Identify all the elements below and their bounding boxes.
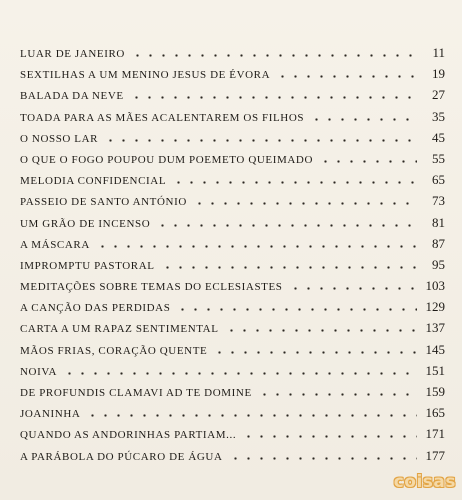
toc-entry-page-number: 177	[425, 447, 445, 463]
table-of-contents	[20, 45, 445, 469]
toc-entry-page-number: 19	[432, 66, 445, 82]
toc-entry-page-number: 11	[432, 45, 445, 60]
toc-entry-title: A PARÁBOLA DO PÚCARO DE ÁGUA	[20, 450, 223, 463]
toc-entry	[20, 342, 445, 363]
toc-entry-title: NOIVA	[20, 365, 58, 378]
dot-leader	[225, 322, 417, 332]
toc-entry-page-number: 165	[425, 405, 445, 421]
toc-entry-page-number: 27	[432, 87, 445, 103]
toc-entry-page-number: 129	[425, 299, 445, 315]
toc-entry-title: A MÁSCARA	[20, 238, 90, 251]
toc-entry	[20, 172, 445, 193]
toc-entry	[20, 320, 445, 341]
toc-entry-page-number: 151	[425, 362, 445, 378]
toc-entry-page-number: 35	[432, 108, 445, 124]
toc-entry	[20, 45, 445, 66]
toc-entry-title: TOADA PARA AS MÃES ACALENTAREM OS FILHOS	[20, 111, 305, 124]
toc-entry-title: JOANINHA	[20, 408, 81, 421]
toc-entry-title: BALADA DA NEVE	[20, 90, 124, 103]
toc-entry-page-number: 145	[425, 341, 445, 357]
dot-leader	[156, 217, 417, 227]
toc-entry	[20, 384, 445, 405]
toc-entry-title: A CANÇÃO DAS PERDIDAS	[20, 302, 171, 315]
dot-leader	[229, 450, 417, 460]
toc-entry	[20, 426, 445, 447]
toc-entry-page-number: 55	[432, 150, 445, 166]
toc-entry	[20, 109, 445, 130]
toc-entry	[20, 66, 445, 87]
toc-entry-page-number: 73	[432, 193, 445, 209]
toc-entry-title: UM GRÃO DE INCENSO	[20, 217, 151, 230]
toc-entry	[20, 130, 445, 151]
toc-entry	[20, 448, 445, 469]
toc-entry-title: O QUE O FOGO POUPOU DUM POEMETO QUEIMADO	[20, 153, 314, 166]
toc-entry	[20, 278, 445, 299]
toc-entry-page-number: 103	[425, 278, 445, 294]
toc-entry-title: MÃOS FRIAS, CORAÇÃO QUENTE	[20, 344, 208, 357]
dot-leader	[289, 280, 417, 290]
toc-entry-title: DE PROFUNDIS CLAMAVI AD TE DOMINE	[20, 387, 252, 399]
toc-entry	[20, 87, 445, 108]
dot-leader	[213, 344, 417, 354]
dot-leader	[319, 153, 417, 163]
toc-entry	[20, 236, 445, 257]
dot-leader	[130, 89, 417, 99]
dot-leader	[161, 259, 417, 269]
dot-leader	[63, 365, 417, 375]
toc-entry-page-number: 95	[432, 256, 445, 272]
toc-entry-page-number: 81	[432, 214, 445, 230]
toc-entry-title: IMPROMPTU PASTORAL	[20, 259, 155, 272]
toc-entry-title: CARTA A UM RAPAZ SENTIMENTAL	[20, 323, 219, 336]
toc-entry-title: QUANDO AS ANDORINHAS PARTIAM...	[20, 429, 237, 442]
toc-entry	[20, 257, 445, 278]
toc-entry-title: LUAR DE JANEIRO	[20, 48, 125, 60]
dot-leader	[276, 68, 417, 78]
toc-entry-page-number: 65	[432, 172, 445, 188]
dot-leader	[86, 407, 417, 417]
toc-entry	[20, 193, 445, 214]
toc-entry	[20, 151, 445, 172]
toc-entry-title: MEDITAÇÕES SOBRE TEMAS DO ECLESIASTES	[20, 281, 283, 294]
dot-leader	[258, 386, 417, 396]
toc-entry	[20, 299, 445, 320]
toc-entry	[20, 215, 445, 236]
dot-leader	[310, 111, 417, 121]
coisas-watermark-logo: coisas	[393, 472, 456, 492]
toc-entry-page-number: 171	[425, 426, 445, 442]
toc-entry-page-number: 45	[432, 129, 445, 145]
toc-entry-page-number: 87	[432, 235, 445, 251]
dot-leader	[104, 132, 417, 142]
dot-leader	[131, 47, 417, 57]
toc-entry-page-number: 137	[425, 320, 445, 336]
toc-entry	[20, 405, 445, 426]
toc-entry-page-number: 159	[425, 384, 445, 399]
toc-entry-title: SEXTILHAS A UM MENINO JESUS DE ÉVORA	[20, 69, 271, 82]
toc-entry-title: PASSEIO DE SANTO ANTÓNIO	[20, 196, 187, 209]
toc-entry-title: MELODIA CONFIDENCIAL	[20, 175, 167, 188]
toc-entry	[20, 363, 445, 384]
dot-leader	[96, 238, 417, 248]
toc-entry-title: O NOSSO LAR	[20, 132, 99, 145]
dot-leader	[176, 301, 417, 311]
dot-leader	[193, 195, 417, 205]
dot-leader	[242, 428, 417, 438]
dot-leader	[172, 174, 417, 184]
